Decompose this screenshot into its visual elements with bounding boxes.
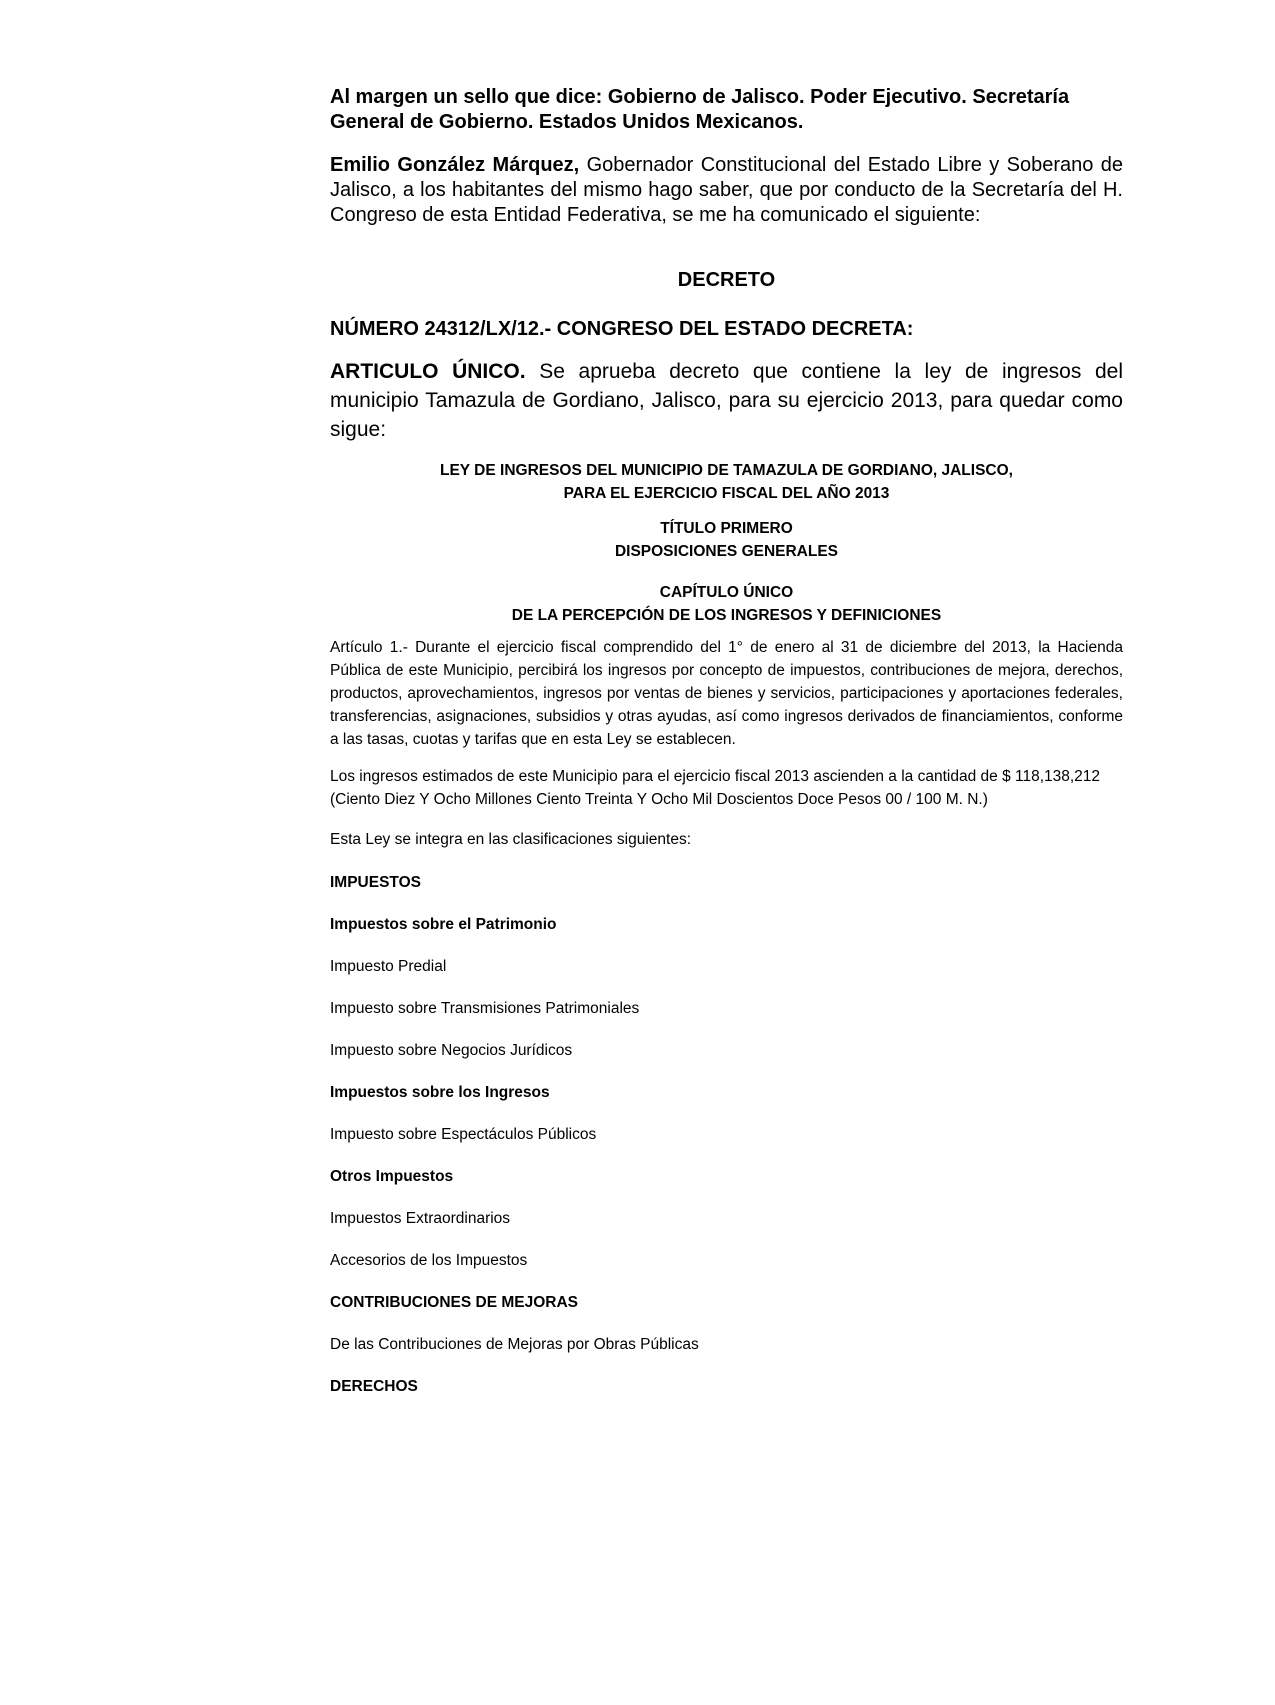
intro-paragraph <box>330 153 1123 228</box>
estimate-paragraph: Los ingresos estimados de este Municipio para el ejercicio fiscal 2013 ascienden a la cantidad de $ 118,138,212 (Ciento Diez Y Ocho Millones Ciento Treinta Y Ocho Mil Doscientos Doce Pesos 00 / 100 M. N.) <box>330 768 1101 808</box>
heading-contribuciones: CONTRIBUCIONES DE MEJORAS <box>330 1294 579 1311</box>
heading-otros: Otros Impuestos <box>330 1168 454 1185</box>
heading-ingresos: Impuestos sobre los Ingresos <box>330 1084 550 1101</box>
item-predial: Impuesto Predial <box>330 958 447 975</box>
capitulo-heading <box>330 581 1123 627</box>
article-unico-label: ARTICULO ÚNICO. <box>330 360 526 383</box>
law-title-line-2: PARA EL EJERCICIO FISCAL DEL AÑO 2013 <box>563 485 890 502</box>
governor-name: Emilio González Márquez, <box>330 154 580 176</box>
item-accesorios: Accesorios de los Impuestos <box>330 1252 528 1269</box>
decree-number: NÚMERO 24312/LX/12.- CONGRESO DEL ESTADO DECRETA: <box>330 318 914 340</box>
item-negocios: Impuesto sobre Negocios Jurídicos <box>330 1042 573 1059</box>
law-title <box>330 459 1123 505</box>
article-unico-paragraph <box>330 357 1123 444</box>
heading-derechos: DERECHOS <box>330 1378 418 1395</box>
seal-note: Al margen un sello que dice: Gobierno de Jalisco. Poder Ejecutivo. Secretaría General de Gobierno. Estados Unidos Mexicanos. <box>330 86 1070 133</box>
item-obras: De las Contribuciones de Mejoras por Obras Públicas <box>330 1336 699 1353</box>
law-title-line-1: LEY DE INGRESOS DEL MUNICIPIO DE TAMAZULA DE GORDIANO, JALISCO, <box>440 462 1013 479</box>
heading-patrimonio: Impuestos sobre el Patrimonio <box>330 916 557 933</box>
item-espectaculos: Impuesto sobre Espectáculos Públicos <box>330 1126 597 1143</box>
article-1-paragraph: Artículo 1.- Durante el ejercicio fiscal comprendido del 1° de enero al 31 de diciembre del 2013, la Hacienda Pública de este Municipio, percibirá los ingresos por concepto de impuestos, contribuciones de mejora, derechos, productos, aprovechamientos, ingresos por ventas de bienes y servicios, participaciones y aportaciones federales, transferencias, asignaciones, subsidios y otras ayudas, así como ingresos derivados de financiamientos, conforme a las tasas, cuotas y tarifas que en esta Ley se establecen. <box>330 639 1123 748</box>
classification-intro: Esta Ley se integra en las clasificaciones siguientes: <box>330 831 692 848</box>
item-transmisiones: Impuesto sobre Transmisiones Patrimoniales <box>330 1000 640 1017</box>
article-unico-text: Se aprueba decreto que contiene la ley de ingresos del municipio Tamazula de Gordiano, Jalisco, para su ejercicio 2013, para quedar como sigue: <box>330 360 1123 441</box>
capitulo-line-2: DE LA PERCEPCIÓN DE LOS INGRESOS Y DEFINICIONES <box>511 607 942 624</box>
intro-text: Gobernador Constitucional del Estado Libre y Soberano de Jalisco, a los habitantes del mismo hago saber, que por conducto de la Secretaría del H. Congreso de esta Entidad Federativa, se me ha comunicado el siguiente: <box>330 154 1123 226</box>
item-extraordinarios: Impuestos Extraordinarios <box>330 1210 511 1227</box>
heading-impuestos: IMPUESTOS <box>330 874 422 891</box>
decree-heading: DECRETO <box>677 269 776 291</box>
capitulo-line-1: CAPÍTULO ÚNICO <box>659 584 794 601</box>
titulo-line-1: TÍTULO PRIMERO <box>660 520 793 537</box>
titulo-heading <box>330 517 1123 563</box>
titulo-line-2: DISPOSICIONES GENERALES <box>614 543 839 560</box>
